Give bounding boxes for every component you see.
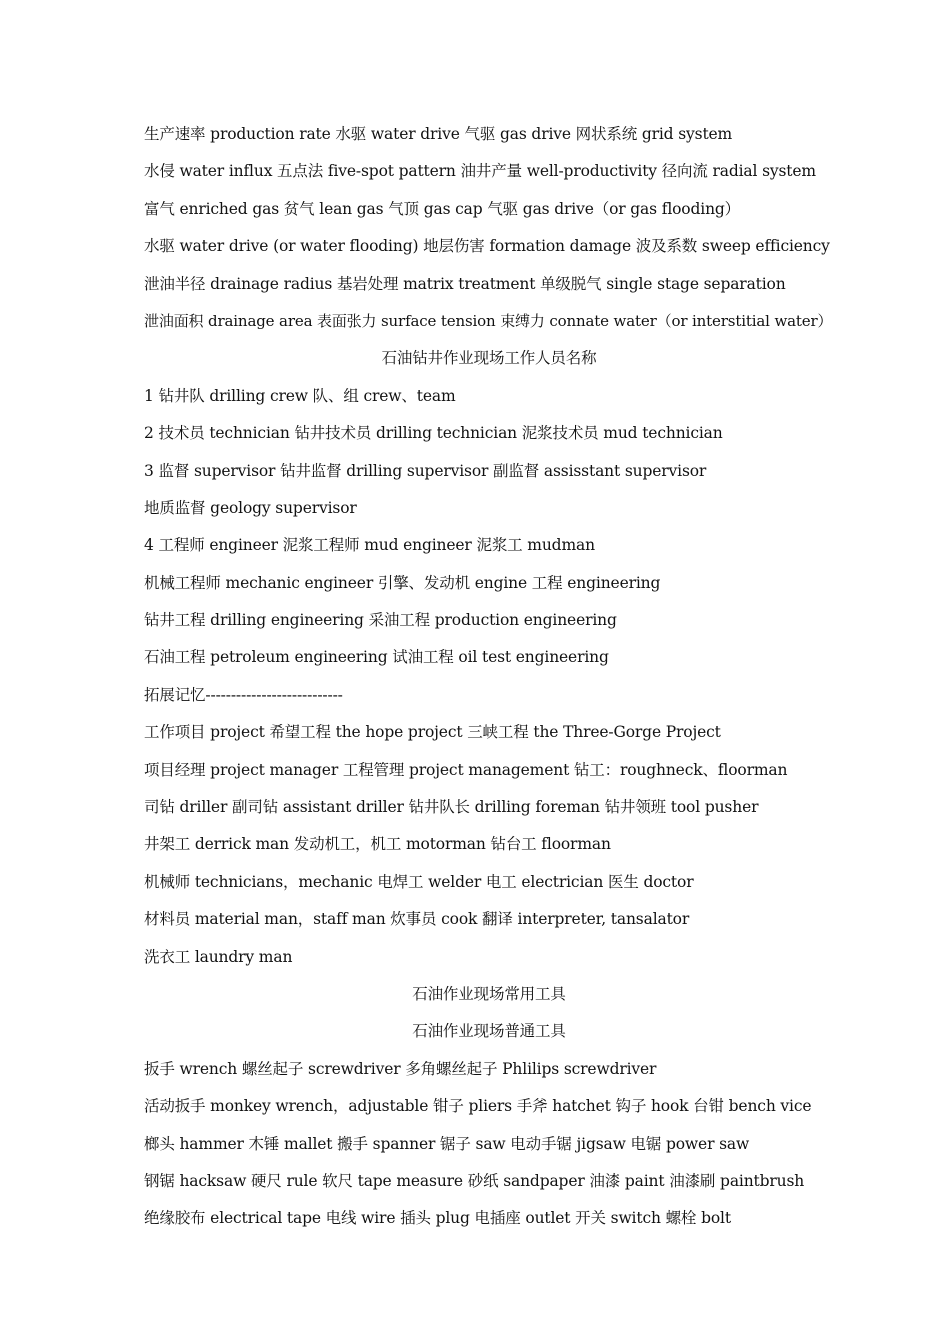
section-heading-common-tools: 石油作业现场常用工具: [412, 984, 566, 1003]
text-line-26: 扳手 wrench 螺丝起子 screwdriver 多角螺丝起子 Phlilips screwdriver: [144, 1059, 657, 1078]
section-heading-general-tools: 石油作业现场普通工具: [412, 1022, 566, 1041]
text-line-30: 绝缘胶布 electrical tape 电线 wire 插头 plug 电插座 outlet 开关 switch 螺栓 bolt: [144, 1209, 731, 1228]
text-line-14: 钻井工程 drilling engineering 采油工程 production engineering: [144, 611, 617, 630]
text-line-3: 富气 enriched gas 贫气 lean gas 气顶 gas cap 气驱 gas drive（or gas flooding）: [144, 199, 741, 218]
text-line-17: 工作项目 project 希望工程 the hope project 三峡工程 the Three-Gorge Project: [144, 723, 721, 742]
text-line-27: 活动扳手 monkey wrench，adjustable 钳子 pliers 手斧 hatchet 钩子 hook 台钳 bench vice: [144, 1097, 812, 1116]
text-line-13: 机械工程师 mechanic engineer 引擎、发动机 engine 工程 engineering: [144, 573, 661, 592]
text-line-18: 项目经理 project manager 工程管理 project management 钻工：roughneck、floorman: [144, 760, 788, 779]
text-line-4: 水驱 water drive (or water flooding) 地层伤害 formation damage 波及系数 sweep efficiency: [144, 237, 830, 256]
text-line-29: 钢锯 hacksaw 硬尺 rule 软尺 tape measure 砂纸 sandpaper 油漆 paint 油漆刷 paintbrush: [144, 1171, 805, 1190]
text-line-12: 4 工程师 engineer 泥浆工程师 mud engineer 泥浆工 mudman: [144, 536, 595, 555]
text-line-20: 井架工 derrick man 发动机工，机工 motorman 钻台工 floorman: [144, 835, 611, 854]
text-line-19: 司钻 driller 副司钻 assistant driller 钻井队长 drilling foreman 钻井领班 tool pusher: [144, 798, 759, 817]
text-line-9: 2 技术员 technician 钻井技术员 drilling technician 泥浆技术员 mud technician: [144, 424, 723, 443]
text-line-1: 生产速率 production rate 水驱 water drive 气驱 gas drive 网状系统 grid system: [144, 125, 733, 143]
text-line-22: 材料员 material man，staff man 炊事员 cook 翻译 interpreter, tansalator: [144, 910, 690, 929]
document-body: [144, 116, 834, 1238]
text-line-15: 石油工程 petroleum engineering 试油工程 oil test engineering: [144, 648, 609, 667]
text-line-16: 拓展记忆---------------------------: [144, 685, 343, 704]
text-line-10: 3 监督 supervisor 钻井监督 drilling supervisor 副监督 assisstant supervisor: [144, 461, 707, 480]
text-line-28: 榔头 hammer 木锤 mallet 搬手 spanner 锯子 saw 电动手锯 jigsaw 电锯 power saw: [144, 1134, 750, 1153]
text-line-11: 地质监督 geology supervisor: [144, 498, 357, 517]
text-line-21: 机械师 technicians，mechanic 电焊工 welder 电工 electrician 医生 doctor: [144, 872, 694, 891]
text-line-8: 1 钻井队 drilling crew 队、组 crew、team: [144, 386, 456, 405]
text-line-23: 洗衣工 laundry man: [144, 947, 293, 966]
text-line-6: 泄油面积 drainage area 表面张力 surface tension 束缚力 connate water（or interstitial water）: [144, 311, 833, 330]
section-heading-personnel: 石油钻井作业现场工作人员名称: [381, 349, 597, 368]
text-line-2: 水侵 water influx 五点法 five-spot pattern 油井产量 well-productivity 径向流 radial system: [144, 162, 816, 181]
text-line-5: 泄油半径 drainage radius 基岩处理 matrix treatment 单级脱气 single stage separation: [144, 274, 786, 293]
